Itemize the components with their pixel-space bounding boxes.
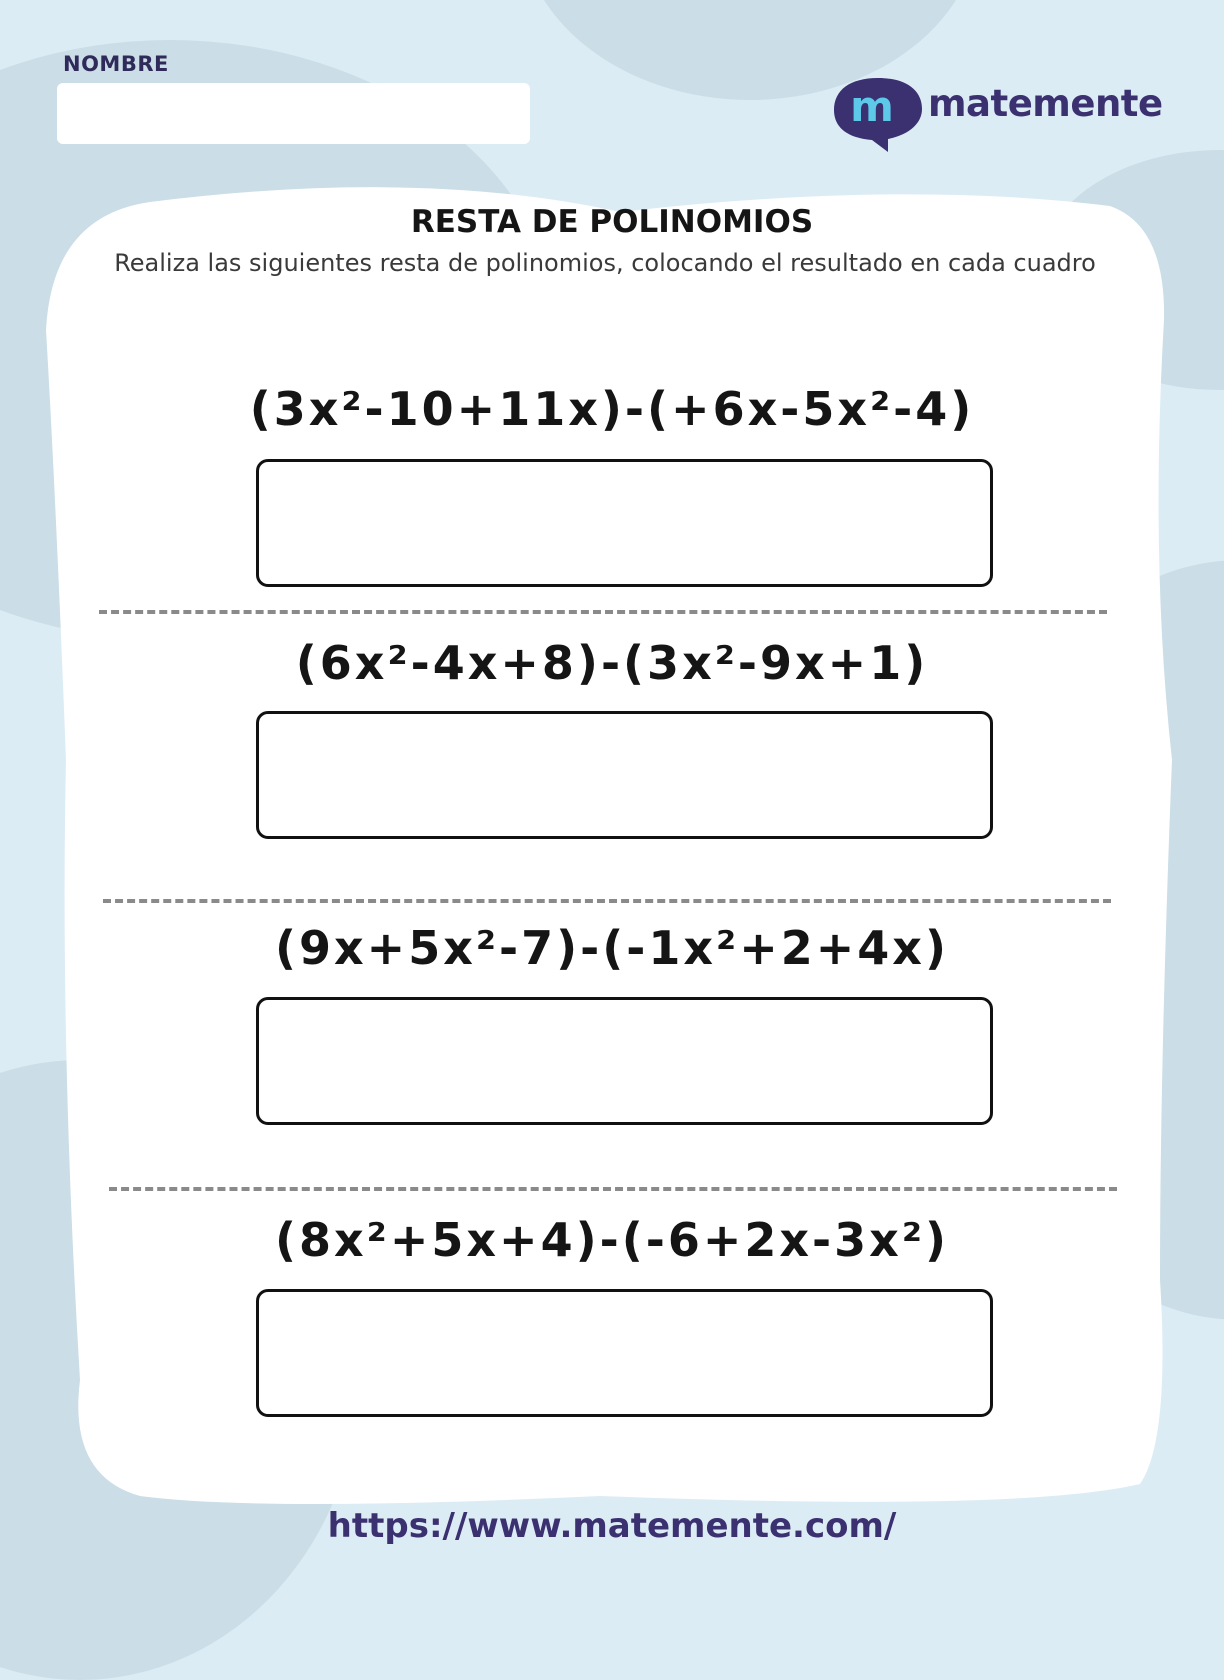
instructions-text: Realiza las siguientes resta de polinomios, colocando el resultado en cada cuadro: [114, 249, 1096, 277]
page-title: RESTA DE POLINOMIOS: [410, 204, 814, 240]
exercise-expression: (6x²-4x+8)-(3x²-9x+1): [295, 636, 929, 690]
answer-box[interactable]: [256, 1289, 993, 1417]
answer-box[interactable]: [256, 997, 993, 1125]
footer-url-link[interactable]: https://www.matemente.com/: [327, 1506, 897, 1546]
dashed-divider: [109, 1187, 1117, 1191]
dashed-divider: [103, 899, 1111, 903]
logo-wordmark: matemente: [928, 82, 1163, 125]
exercise-expression: (9x+5x²-7)-(-1x²+2+4x): [274, 921, 950, 975]
name-label: NOMBRE: [63, 52, 169, 76]
dashed-divider: [99, 610, 1107, 614]
exercise-expression: (3x²-10+11x)-(+6x-5x²-4): [249, 382, 975, 436]
speech-bubble-m-icon: [832, 74, 924, 154]
answer-box[interactable]: [256, 711, 993, 839]
name-field[interactable]: [57, 83, 530, 144]
exercise-expression: (8x²+5x+4)-(-6+2x-3x²): [274, 1213, 950, 1267]
answer-box[interactable]: [256, 459, 993, 587]
logo-letter: m: [850, 82, 894, 131]
brand-logo: [832, 74, 1162, 154]
